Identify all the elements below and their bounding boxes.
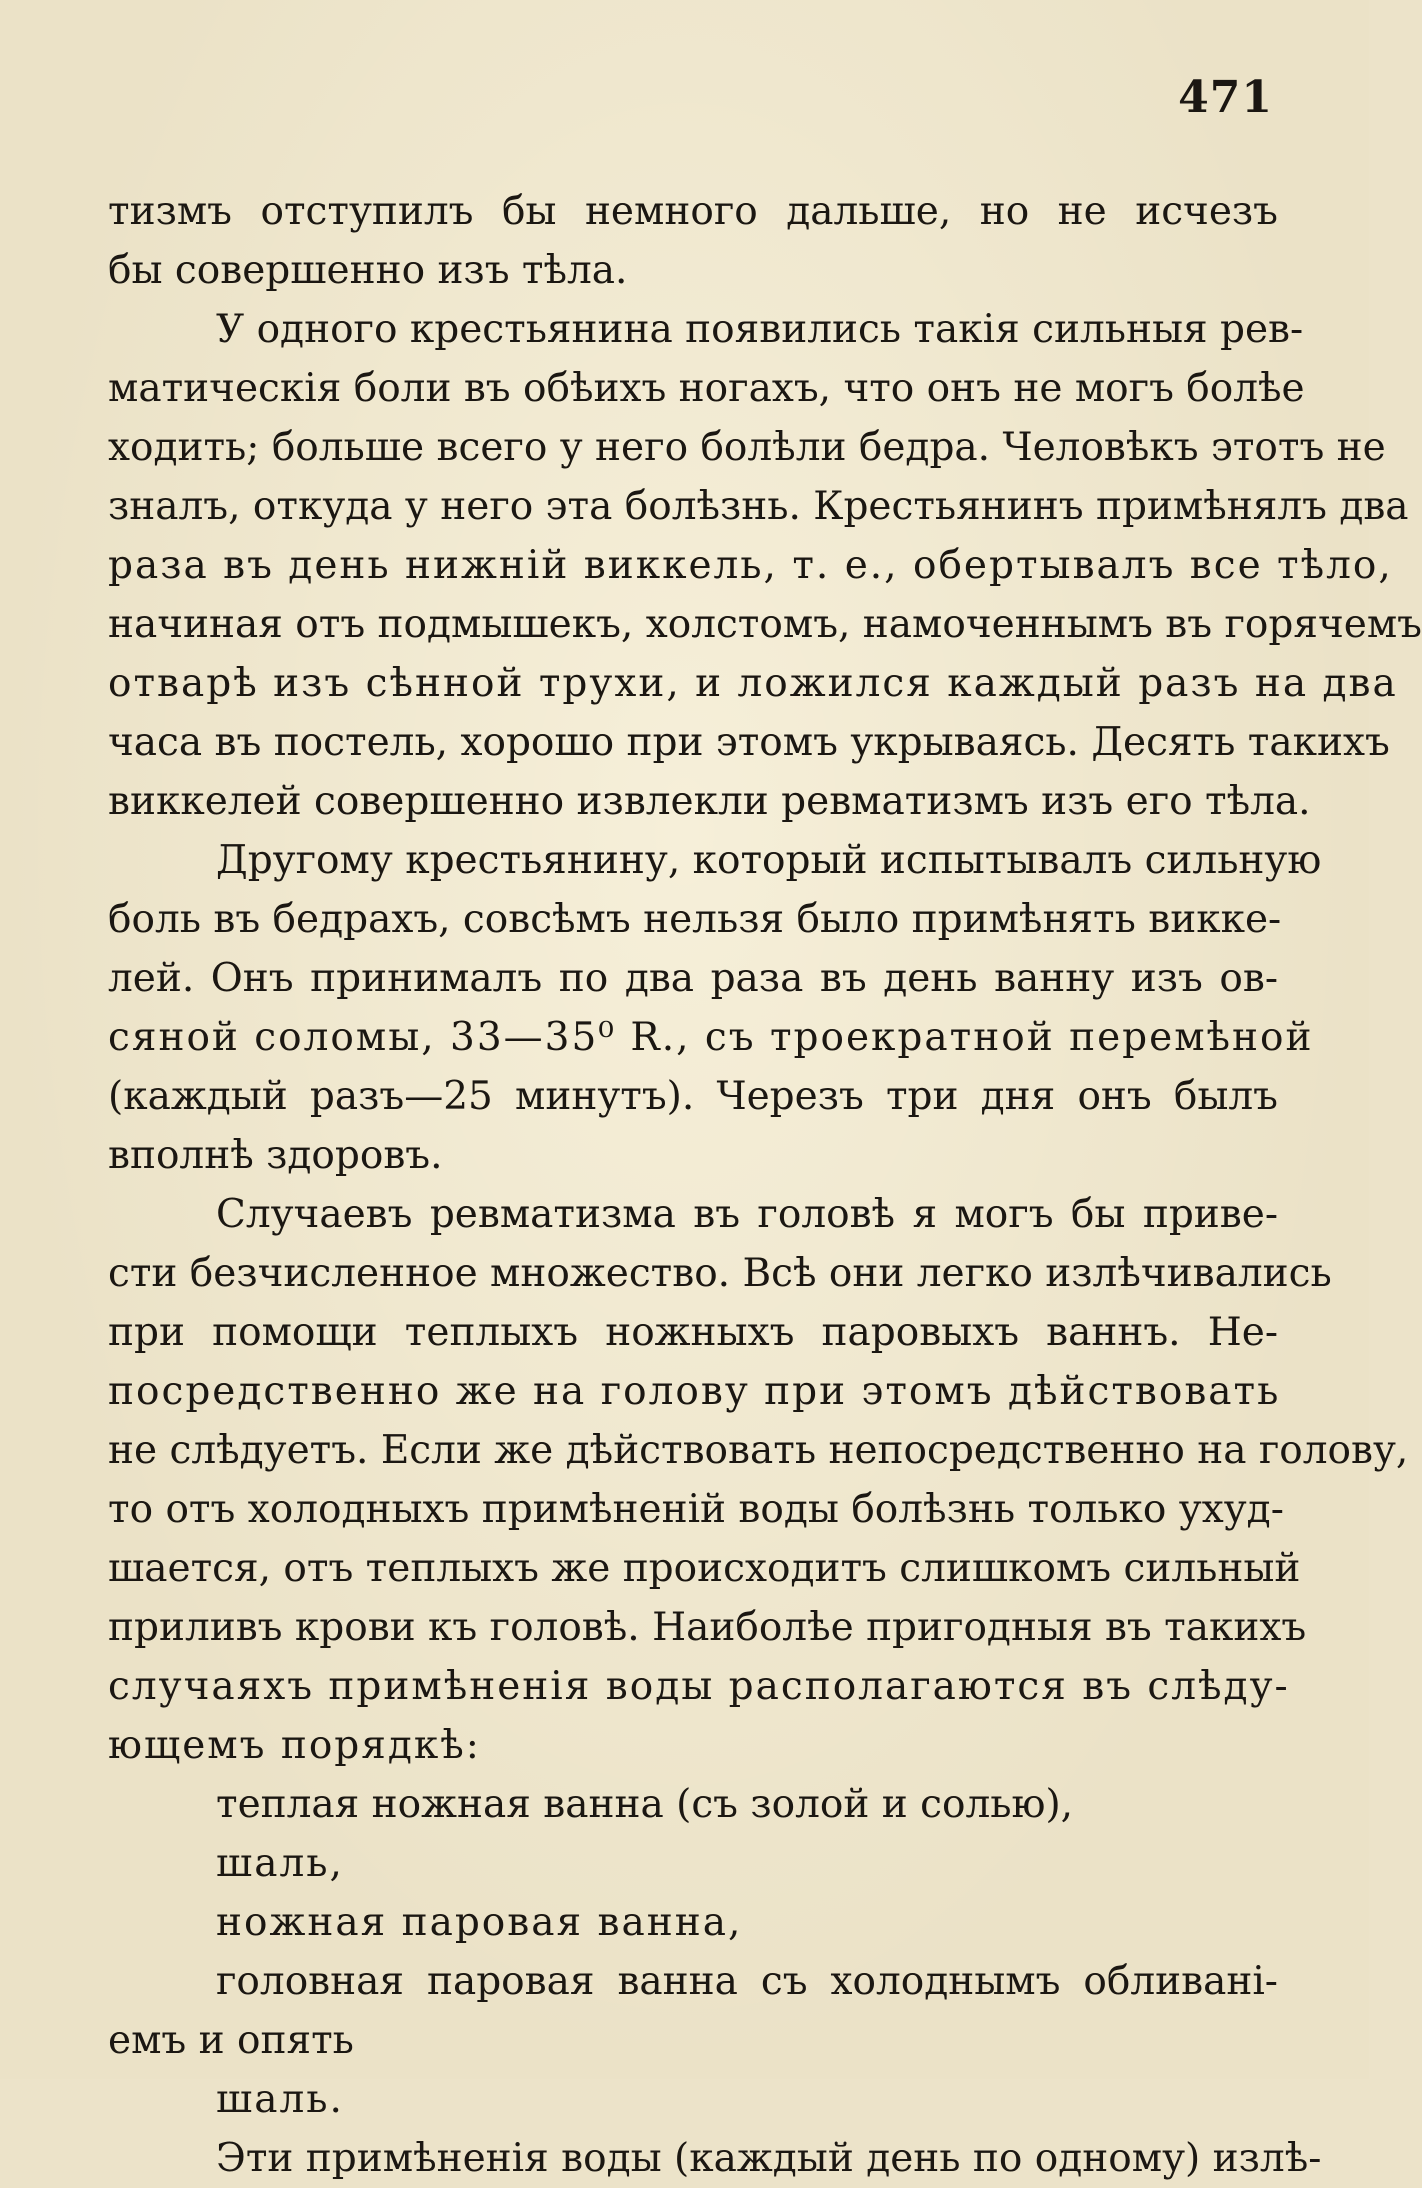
text-line: лей. Онъ принималъ по два раза въ день ванну изъ ов- (108, 956, 1278, 1001)
text-line: раза въ день нижній виккель, т. е., обертывалъ все тѣло, (108, 543, 1393, 588)
text-line: вполнѣ здоровъ. (108, 1133, 443, 1178)
text-line: ходить; больше всего у него болѣли бедра. Человѣкъ этотъ не (108, 425, 1386, 470)
text-line: начиная отъ подмышекъ, холстомъ, намоченнымъ въ горячемъ (108, 602, 1422, 647)
text-line: емъ и опять (108, 2018, 354, 2063)
text-line: отварѣ изъ сѣнной трухи, и ложился каждый разъ на два (108, 661, 1398, 706)
text-line: случаяхъ примѣненія воды располагаются въ слѣду- (108, 1664, 1290, 1709)
text-line: не слѣдуетъ. Если же дѣйствовать непосредственно на голову, (108, 1428, 1409, 1473)
text-line: при помощи теплыхъ ножныхъ паровыхъ ваннъ. Не- (108, 1310, 1278, 1355)
text-line: шается, отъ теплыхъ же происходитъ слишкомъ сильный (108, 1546, 1301, 1591)
text-line: виккелей совершенно извлекли ревматизмъ изъ его тѣла. (108, 779, 1311, 824)
text-line: У одного крестьянина появились такія сильныя рев- (216, 307, 1304, 352)
text-line: приливъ крови къ головѣ. Наиболѣе пригодныя въ такихъ (108, 1605, 1307, 1650)
text-line: матическія боли въ обѣихъ ногахъ, что онъ не могъ болѣе (108, 366, 1305, 411)
text-line: часа въ постель, хорошо при этомъ укрываясь. Десять такихъ (108, 720, 1390, 765)
text-line: тизмъ отступилъ бы немного дальше, но не исчезъ (108, 189, 1278, 234)
text-line: бы совершенно изъ тѣла. (108, 248, 628, 293)
text-line: Случаевъ ревматизма въ головѣ я могъ бы приве- (216, 1192, 1278, 1237)
list-item: ножная паровая ванна, (216, 1900, 743, 1945)
text-line: посредственно же на голову при этомъ дѣйствовать (108, 1369, 1281, 1414)
text-line: Другому крестьянину, который испытывалъ сильную (216, 838, 1322, 883)
text-line: зналъ, откуда у него эта болѣзнь. Крестьянинъ примѣнялъ два (108, 484, 1409, 529)
text-line: сяной соломы, 33—35⁰ R., съ троекратной перемѣной (108, 1015, 1314, 1060)
text-line: ющемъ порядкѣ: (108, 1723, 481, 1768)
text-line: Эти примѣненія воды (каждый день по одному) излѣ- (216, 2136, 1322, 2181)
page-number: 471 (1178, 72, 1273, 123)
text-line: то отъ холодныхъ примѣненій воды болѣзнь только ухуд- (108, 1487, 1284, 1532)
text-line: (каждый разъ—25 минутъ). Черезъ три дня онъ былъ (108, 1074, 1278, 1119)
page-text (108, 182, 1422, 2188)
list-item: шаль, (216, 1841, 344, 1886)
list-item: теплая ножная ванна (съ золой и солью), (216, 1782, 1074, 1827)
text-line: сти безчисленное множество. Всѣ они легко излѣчивались (108, 1251, 1332, 1296)
list-item: шаль. (216, 2077, 344, 2122)
list-item: головная паровая ванна съ холоднымъ обливані- (216, 1959, 1278, 2004)
text-line: боль въ бедрахъ, совсѣмъ нельзя было примѣнять викке- (108, 897, 1282, 942)
